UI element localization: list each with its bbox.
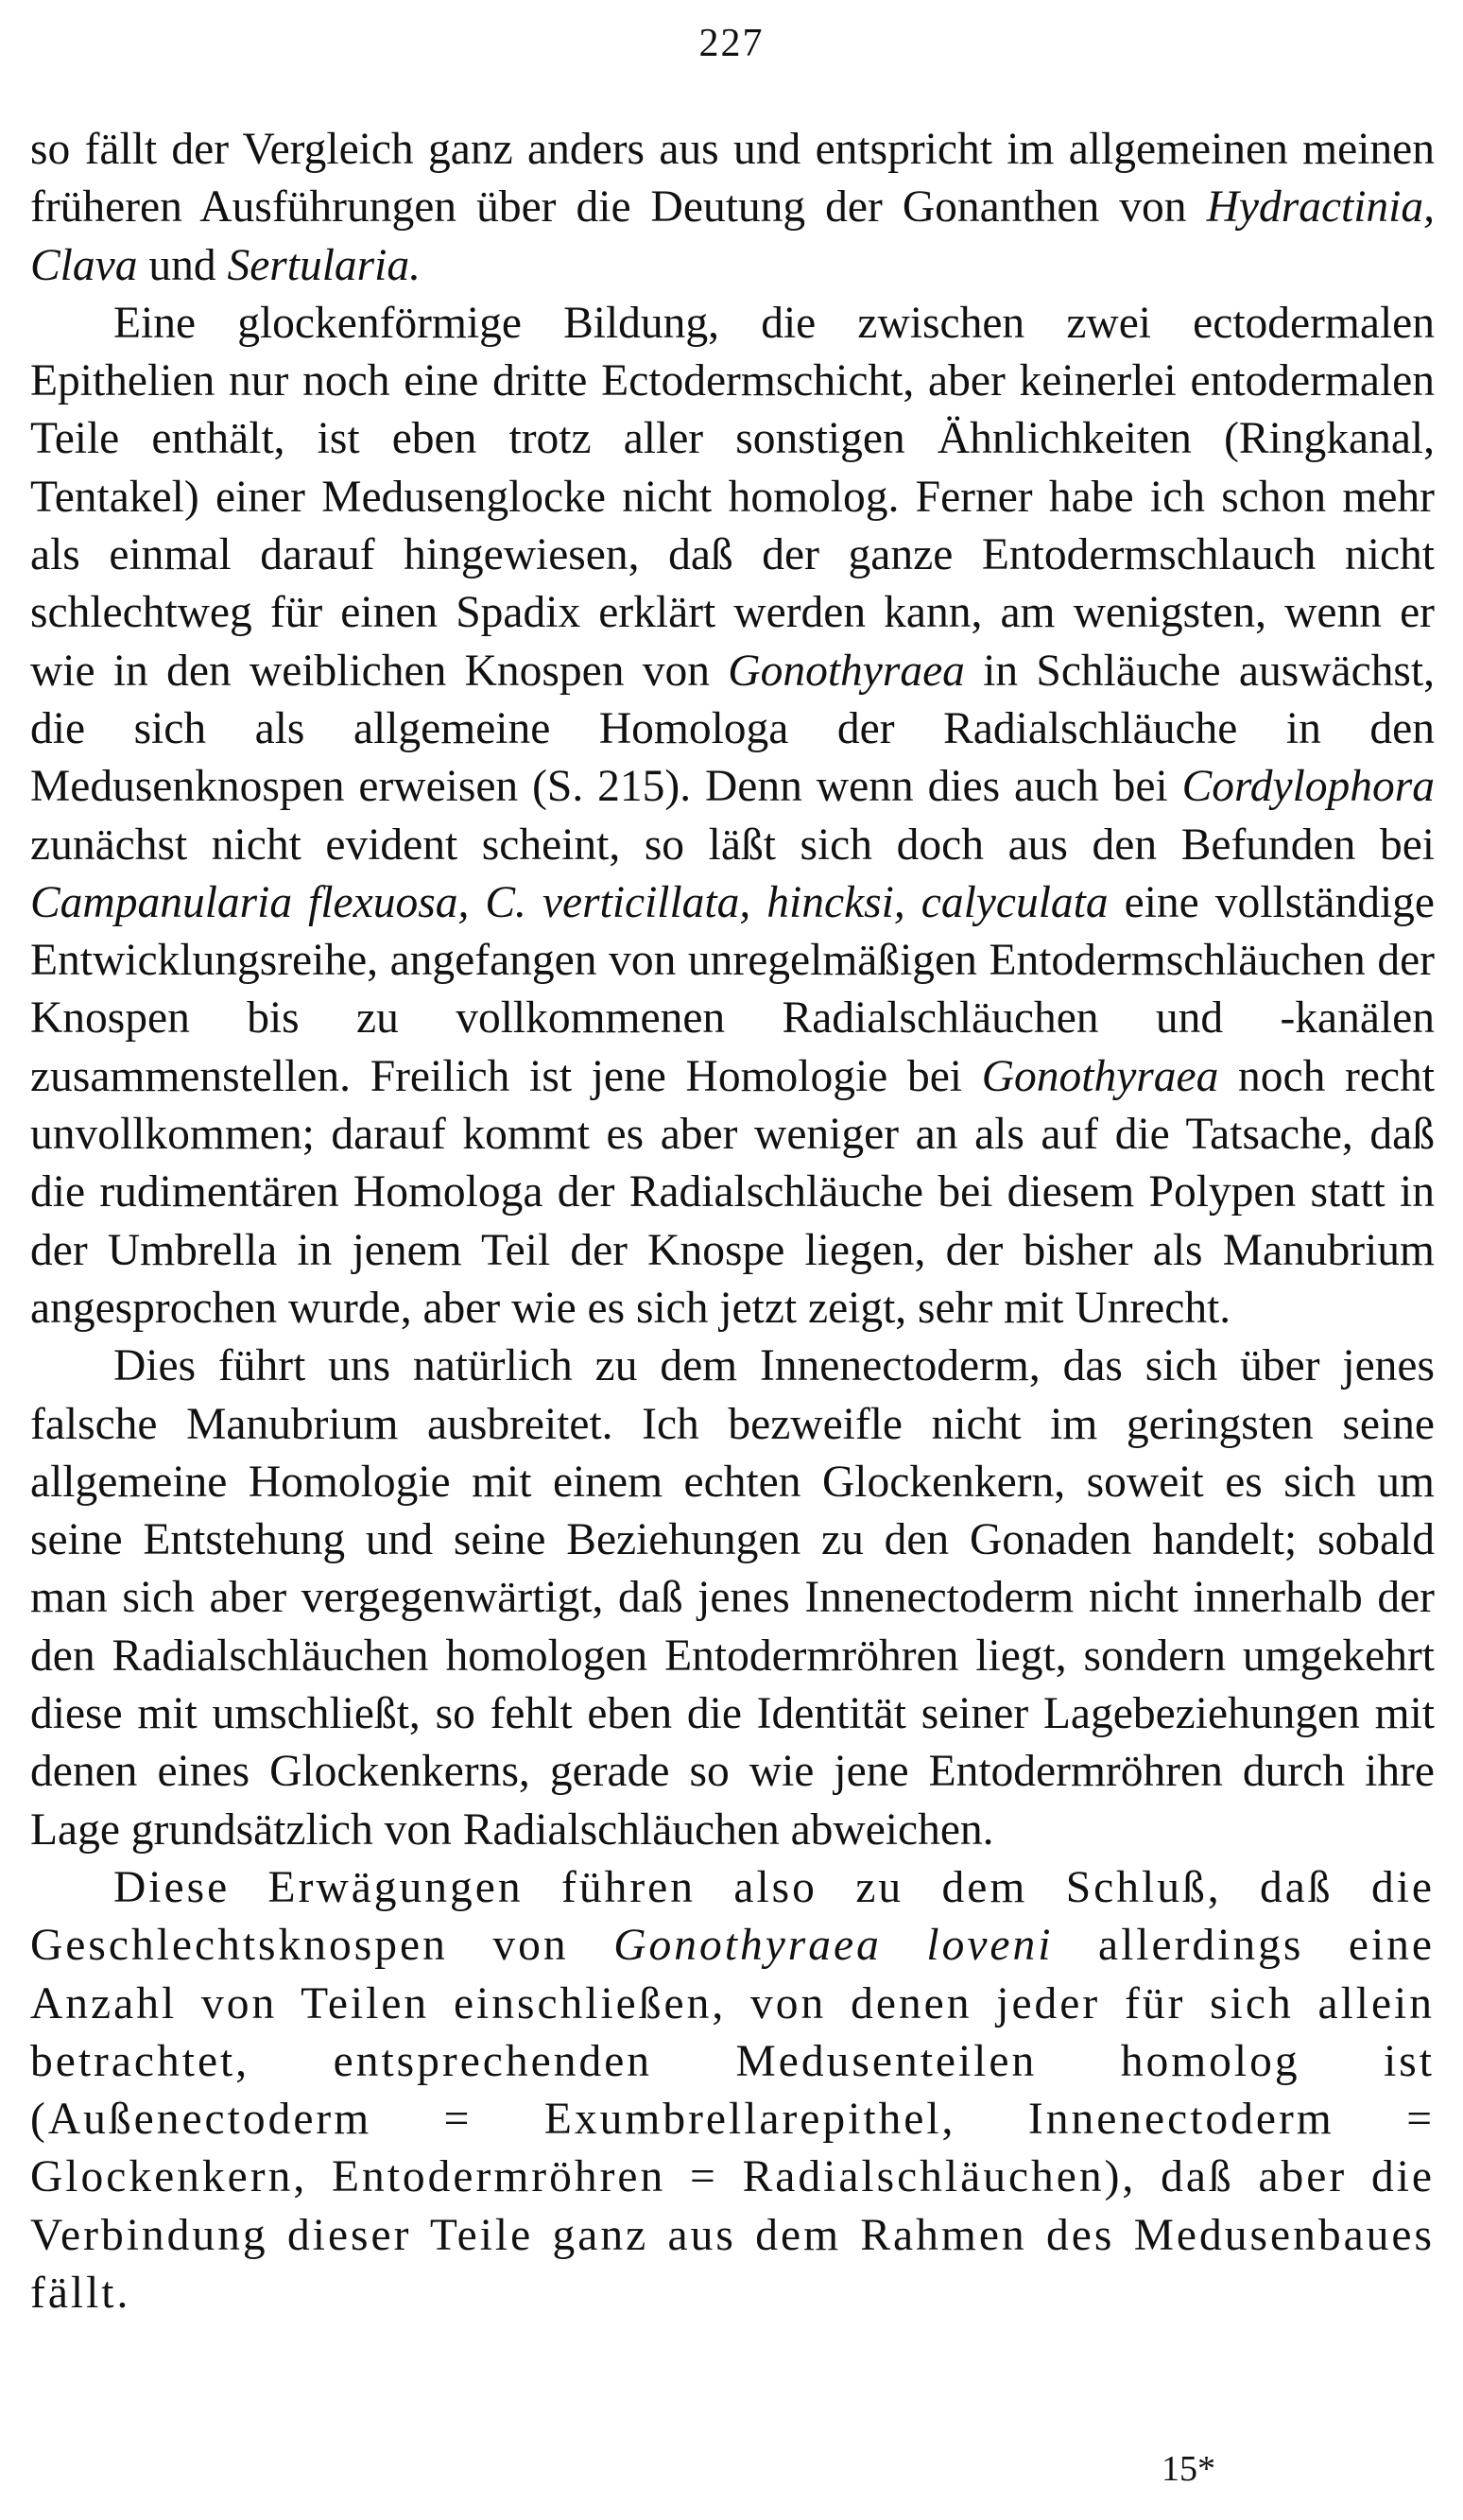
paragraph-text: Dies führt uns natürlich zu dem Innenectoderm, das sich über jenes falsche Manubrium ausbreitet. Ich bezweifle nicht im geringsten seine allgemeine Homologie mit einem echten Glockenkern, soweit es sich um seine Entstehung und seine Beziehungen zu den Gonaden handelt; sobald man sich aber vergegenwärtigt, daß jenes Innenectoderm nicht innerhalb der den Radialschläuchen homologen Entodermröhren liegt, sondern umgekehrt diese mit umschließt, so fehlt eben die Identität seiner Lagebeziehungen mit denen eines Glockenkerns, gerade so wie jene Entodermröhren durch ihre Lage grundsätzlich von Radialschläuchen abweichen. — [30, 1341, 1435, 1855]
paragraph-text: und — [137, 240, 228, 290]
paragraph-text: in Schläuche auswächst, die sich als allgemeine Homologa der Radialschläuche in den Medusenknospen erweisen (S. 215). Denn wenn dies auch bei — [30, 646, 1435, 812]
italic-term: Hydractinia, Clava — [30, 182, 1435, 290]
paragraph-text: so fällt der Vergleich ganz anders aus und entspricht im allgemeinen meinen früheren Ausführungen über die Deutung der Gonanthen von — [30, 125, 1435, 233]
italic-term: Sertularia. — [227, 240, 421, 290]
italic-term: Gonothyraea loveni — [613, 1921, 1054, 1971]
body-text — [30, 121, 1435, 2322]
signature-mark: 15* — [1162, 2449, 1215, 2489]
paragraph-text: Eine glockenförmige Bildung, die zwischen zwei ectodermalen Epithelien nur noch eine dritte Ectodermschicht, aber keinerlei entodermalen Teile enthält, ist eben trotz aller sonstigen Ähnlichkeiten (Ringkanal, Tentakel) einer Medusenglocke nicht homolog. Ferner habe ich schon mehr als einmal darauf hingewiesen, daß der ganze Entodermschlauch nicht schlechtweg für einen Spadix erklärt werden kann, am wenigsten, wenn er wie in den weiblichen Knospen von — [30, 298, 1435, 696]
paragraph-text: noch recht unvollkommen; darauf kommt es aber weniger an als auf die Tatsache, daß die rudimentären Homologa der Radialschläuche bei diesem Polypen statt in der Umbrella in jenem Teil der Knospe liegen, der bisher als Manubrium angesprochen wurde, aber wie es sich jetzt zeigt, sehr mit Unrecht. — [30, 1051, 1436, 1333]
paragraph — [30, 121, 1435, 295]
paragraph — [30, 1859, 1435, 2322]
paragraph — [30, 1338, 1435, 1859]
italic-term: Gonothyraea — [981, 1051, 1219, 1101]
paragraph-text: allerdings eine Anzahl von Teilen einschließen, von denen jeder für sich allein betrachtet, entsprechenden Medusenteilen homolog ist (Außenectoderm = Exumbrellarepithel, Innenectoderm = Glockenkern, Entodermröhren = Radialschläuchen), daß aber die Verbindung dieser Teile ganz aus dem Rahmen des Medusenbaues fällt. — [30, 1921, 1435, 2318]
paragraph-text: zunächst nicht evident scheint, so läßt sich doch aus den Befunden bei — [30, 820, 1435, 870]
paragraph — [30, 295, 1435, 1338]
italic-term: Gonothyraea — [728, 646, 965, 696]
italic-term: Campanularia flexuosa, C. verticillata, hincksi, calyculata — [30, 877, 1109, 927]
page-number: 227 — [698, 22, 765, 65]
italic-term: Cordylophora — [1181, 762, 1435, 812]
paragraph-text: eine vollständige Entwicklungsreihe, angefangen von unregelmäßigen Entodermschläuchen der Knospen bis zu vollkommenen Radialschläuchen und -kanälen zusammenstellen. Freilich ist jene Homologie bei — [30, 877, 1435, 1101]
paragraph-text: Diese Erwägungen führen also zu dem Schluß, daß die Geschlechtsknospen von — [30, 1862, 1435, 1971]
